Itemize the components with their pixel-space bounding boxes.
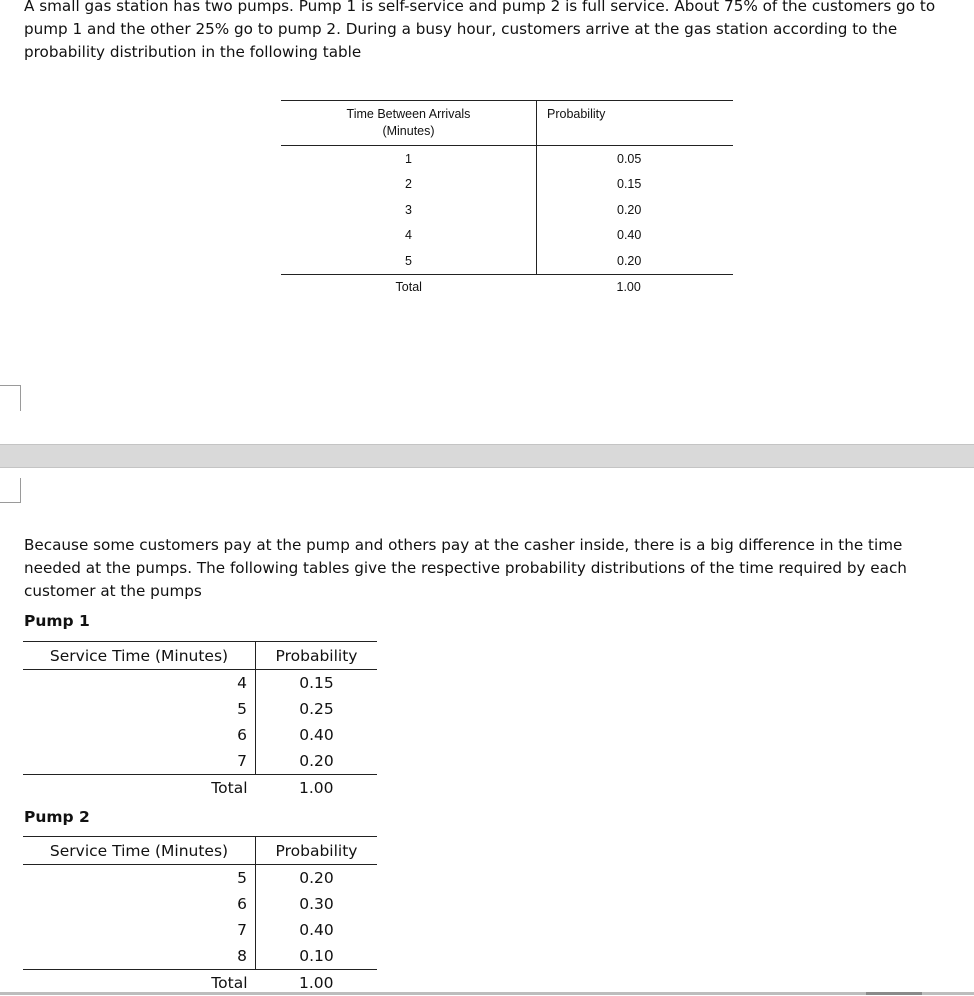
page-margin-marker — [0, 478, 21, 503]
table-row — [23, 670, 377, 697]
table-row — [281, 223, 733, 249]
table-row — [23, 865, 377, 892]
header-probability: Probability — [537, 101, 734, 146]
table-header-row — [281, 101, 733, 146]
page-break-gap — [0, 444, 974, 468]
probability-cell: 0.20 — [537, 197, 734, 223]
pump1-heading: Pump 1 — [24, 612, 90, 630]
total-row — [23, 775, 377, 802]
pump1-service-table — [23, 641, 377, 801]
document-page-1 — [0, 0, 974, 444]
table-row — [281, 197, 733, 223]
total-label: Total — [23, 775, 256, 802]
table-row — [23, 943, 377, 970]
probability-cell: 0.15 — [256, 670, 378, 697]
probability-cell: 0.15 — [537, 172, 734, 198]
table-row — [281, 248, 733, 274]
service-time-cell: 6 — [23, 722, 256, 748]
time-cell: 1 — [281, 146, 537, 172]
probability-cell: 0.20 — [256, 865, 378, 892]
table-row — [23, 722, 377, 748]
header-service-time: Service Time (Minutes) — [23, 642, 256, 670]
intro-paragraph: A small gas station has two pumps. Pump 1 is self-service and pump 2 is full service. About 75% of the customers go to pump 1 and the other 25% go to pump 2. During a busy hour, customers arrive at the gas station according to the probability distribution in the following table — [24, 0, 959, 64]
header-time-between-arrivals — [281, 101, 537, 146]
table-row — [23, 748, 377, 775]
time-cell: 3 — [281, 197, 537, 223]
payment-paragraph: Because some customers pay at the pump and others pay at the casher inside, there is a big difference in the time needed at the pumps. The following tables give the respective probability distributions of the time required by each customer at the pumps — [24, 534, 959, 603]
header-line-1: Time Between Arrivals — [347, 107, 471, 121]
total-label: Total — [23, 970, 256, 996]
table-row — [281, 146, 733, 172]
total-value: 1.00 — [537, 274, 734, 300]
total-value: 1.00 — [256, 775, 378, 802]
table-row — [23, 696, 377, 722]
pump2-service-table — [23, 836, 377, 996]
document-page-2 — [0, 468, 974, 995]
probability-cell: 0.20 — [537, 248, 734, 274]
table-row — [281, 172, 733, 198]
time-cell: 2 — [281, 172, 537, 198]
probability-cell: 0.30 — [256, 891, 378, 917]
probability-cell: 0.05 — [537, 146, 734, 172]
table-row — [23, 917, 377, 943]
probability-cell: 0.40 — [537, 223, 734, 249]
table-header-row — [23, 837, 377, 865]
service-time-cell: 7 — [23, 917, 256, 943]
time-cell: 5 — [281, 248, 537, 274]
probability-cell: 0.40 — [256, 722, 378, 748]
service-time-cell: 5 — [23, 696, 256, 722]
page-margin-marker — [0, 385, 21, 411]
total-label: Total — [281, 274, 537, 300]
header-service-time: Service Time (Minutes) — [23, 837, 256, 865]
probability-cell: 0.25 — [256, 696, 378, 722]
time-cell: 4 — [281, 223, 537, 249]
probability-cell: 0.10 — [256, 943, 378, 970]
total-value: 1.00 — [256, 970, 378, 996]
service-time-cell: 8 — [23, 943, 256, 970]
header-probability: Probability — [256, 837, 378, 865]
probability-cell: 0.20 — [256, 748, 378, 775]
service-time-cell: 4 — [23, 670, 256, 697]
pump2-heading: Pump 2 — [24, 808, 90, 826]
table-header-row — [23, 642, 377, 670]
arrivals-table — [281, 100, 733, 300]
total-row — [281, 274, 733, 300]
service-time-cell: 5 — [23, 865, 256, 892]
header-line-2: (Minutes) — [382, 124, 434, 138]
table-row — [23, 891, 377, 917]
service-time-cell: 7 — [23, 748, 256, 775]
header-probability: Probability — [256, 642, 378, 670]
probability-cell: 0.40 — [256, 917, 378, 943]
service-time-cell: 6 — [23, 891, 256, 917]
